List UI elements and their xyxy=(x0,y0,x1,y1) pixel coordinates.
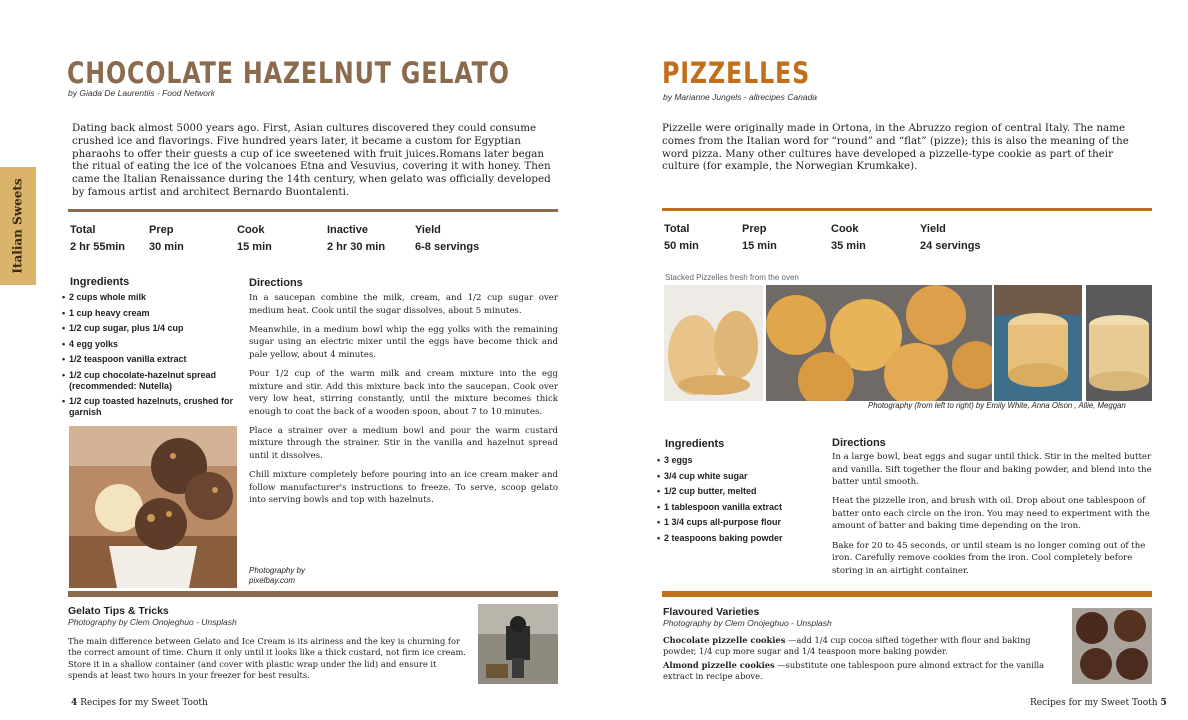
stat-yield: Yield 24 servings xyxy=(920,223,981,252)
right-page xyxy=(594,0,1188,720)
pizzelles-intro: Pizzelle were originally made in Ortona, in the Abruzzo region of central Italy. The name comes from the Italian word for “round” and “flat” (pizze); this is also the meaning of the word pizza. Many other cultures have developed a pizzelle-type cookie as part of their culture (for example, the Norwegian Krumkake). xyxy=(662,122,1129,173)
ingredient-item: • 2 cups whole milk xyxy=(62,292,238,303)
page-number: 4 xyxy=(71,698,78,708)
direction-step: Chill mixture completely before pouring into an ice cream maker and follow manufacturer's instructions to freeze. To serve, scoop gelato into serving bowls and top with hazelnuts. xyxy=(249,470,558,506)
ingredient-item: • 1/2 cup toasted hazelnuts, crushed for garnish xyxy=(62,396,238,418)
direction-step: In a saucepan combine the milk, cream, and 1/2 cup sugar over medium heat. Cook until the sugar dissolves, about 5 minutes. xyxy=(249,293,558,316)
stat-inactive: Inactive 2 hr 30 min xyxy=(327,224,386,253)
variety-chocolate: Chocolate pizzelle cookies —add 1/4 cup cocoa sifted together with flour and baking powder, 1/4 cup more sugar and 1/4 teaspoon more baking powder. xyxy=(663,635,1031,657)
direction-step: In a large bowl, beat eggs and sugar until thick. Stir in the melted butter and vanilla. Sift together the flour and baking powder, and blend into the batter until smooth. xyxy=(832,452,1152,488)
directions-text xyxy=(249,292,558,513)
stat-cook: Cook 15 min xyxy=(237,224,272,253)
direction-step: Heat the pizzelle iron, and brush with oil. Drop about one tablespoon of batter onto each circle on the iron. You may need to experiment with the amount of batter and baking time depending on the iron. xyxy=(832,496,1150,532)
stat-total: Total 2 hr 55min xyxy=(70,224,126,253)
gelato-divider xyxy=(68,209,558,212)
footer-title: Recipes for my Sweet Tooth xyxy=(1030,698,1158,708)
pizzelles-byline: by Marianne Jungels - allrecipes Canada xyxy=(663,92,818,102)
section-tab[interactable] xyxy=(0,167,36,285)
gelato-title: CHOCOLATE HAZELNUT GELATO xyxy=(67,56,510,90)
varieties-text xyxy=(663,635,1063,685)
right-footer xyxy=(1030,698,1170,708)
ingredient-item: • 1 cup heavy cream xyxy=(62,308,238,319)
directions-heading: Directions xyxy=(249,277,303,289)
pizzelles-divider xyxy=(662,208,1152,211)
stat-yield: Yield 6-8 servings xyxy=(415,224,480,253)
stat-prep: Prep 15 min xyxy=(742,223,777,252)
gelato-stats xyxy=(70,224,505,253)
ingredient-item: • 1/2 cup chocolate-hazelnut spread (recommended: Nutella) xyxy=(62,370,238,392)
ingredient-item: • 1/2 cup butter, melted xyxy=(657,486,827,497)
pizzelle-photo-4 xyxy=(1086,285,1152,401)
varieties-title: Flavoured Varieties xyxy=(663,606,760,618)
pizzelles-title: PIZZELLES xyxy=(662,56,811,90)
chocolate-pizzelle-photo xyxy=(1072,608,1152,684)
ingredient-item: • 1/2 cup sugar, plus 1/4 cup xyxy=(62,323,238,334)
ingredient-item: • 1/2 teaspoon vanilla extract xyxy=(62,354,238,365)
pizzelle-photo-2 xyxy=(766,285,992,401)
gallery-caption: Stacked Pizzelles fresh from the oven xyxy=(665,273,799,282)
pizzelle-photo-3 xyxy=(994,285,1082,401)
varieties-credit: Photography by Clem Onojeghuo - Unsplash xyxy=(663,618,832,628)
gelato-photo-credit: Photography by pixelbay.com xyxy=(249,566,306,585)
direction-step: Bake for 20 to 45 seconds, or until steam is no longer coming out of the iron. Carefully remove cookies from the iron. Cool completely before storing in an airtight container. xyxy=(832,540,1146,576)
tips-credit: Photography by Clem Onojeghuo - Unsplash xyxy=(68,617,237,627)
ingredient-item: • 4 egg yolks xyxy=(62,339,238,350)
ingredient-item: • 1 3/4 cups all-purpose flour xyxy=(657,517,827,528)
ingredients-heading: Ingredients xyxy=(665,438,725,450)
variety-almond: Almond pizzelle cookies —substitute one tablespoon pure almond extract for the vanilla extract in recipe above. xyxy=(663,659,1045,682)
left-footer xyxy=(68,698,208,708)
directions-text xyxy=(832,451,1152,584)
tips-divider xyxy=(68,591,558,597)
ingredient-item: • 3 eggs xyxy=(657,455,827,466)
gallery-credit: Photography (from left to right) by Emily White, Anna Olson , Allie, Meggan xyxy=(868,401,1126,410)
ingredients-heading: Ingredients xyxy=(70,276,130,288)
footer-title: Recipes for my Sweet Tooth xyxy=(80,698,208,708)
ingredient-item: • 3/4 cup white sugar xyxy=(657,471,827,482)
tips-title: Gelato Tips & Tricks xyxy=(68,605,169,617)
gelato-intro: Dating back almost 5000 years ago. First, Asian cultures discovered they could consume crushed ice and flavorings. Five hundred years later, it became a custom for Egyptian pharaohs to offer their guests a cup of ice sweetened with fruit juices.Romans later began the ritual of eating the ice of the volcanoes Etna and Vesuvius, covering it with honey. Then came the Italian Renaissance during the 14th century, when gelato was officially developed by famous artist and architect Bernardo Buontalenti. xyxy=(72,122,551,198)
stat-cook: Cook 35 min xyxy=(831,223,866,252)
pizzelles-stats xyxy=(664,223,1010,252)
ingredients-list xyxy=(62,292,238,423)
gelato-byline: by Giada De Laurentiis - Food Network xyxy=(68,88,215,98)
section-tab-label: Italian Sweets xyxy=(11,178,26,274)
direction-step: Meanwhile, in a medium bowl whip the egg yolks with the remaining sugar using an electric mixer until the eggs have become thick and pale yellow, about 4 minutes. xyxy=(249,324,558,360)
ingredient-item: • 2 teaspoons baking powder xyxy=(657,533,827,544)
tips-photo xyxy=(478,604,558,684)
varieties-divider xyxy=(662,591,1152,597)
directions-heading: Directions xyxy=(832,437,886,449)
pizzelle-photo-1 xyxy=(664,285,763,401)
direction-step: Pour 1/2 cup of the warm milk and cream mixture into the egg mixture and stir. Add this mixture back into the saucepan. Cook over very low heat, stirring constantly, until the mixture becomes thick enough to coat the back of a wooden spoon, about 7 to 10 minutes. xyxy=(249,368,558,417)
tips-text: The main difference between Gelato and Ice Cream is its airiness and the key is churning for the correct amount of time. Churn it only until it looks like a thick custard, not firm ice cream. Store it in a shallow container (and cover with plastic wrap under the lid) and ensure it spends at least two hours in your freezer for best results. xyxy=(68,636,466,681)
gelato-photo xyxy=(69,426,237,588)
ingredient-item: • 1 tablespoon vanilla extract xyxy=(657,502,827,513)
page-number: 5 xyxy=(1160,698,1167,708)
ingredients-list xyxy=(657,455,827,548)
stat-total: Total 50 min xyxy=(664,223,699,252)
direction-step: Place a strainer over a medium bowl and pour the warm custard mixture through the strainer. Stir in the vanilla and hazelnut spread until it dissolves. xyxy=(249,425,558,462)
stat-prep: Prep 30 min xyxy=(149,224,184,253)
